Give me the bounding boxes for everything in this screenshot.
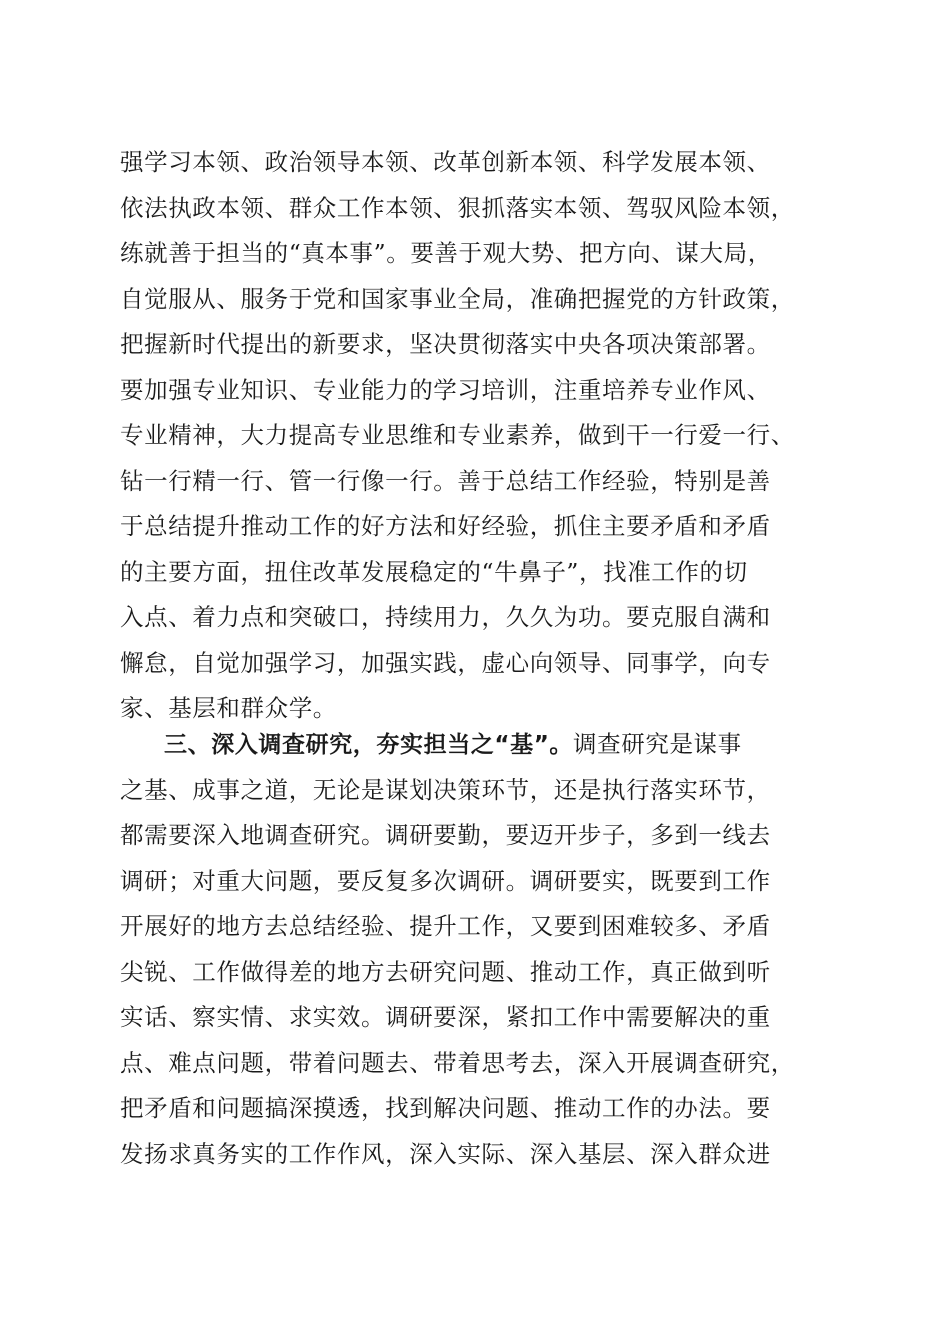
text-line: 练就善于担当的“真本事”。要善于观大势、把方向、谋大局， (120, 239, 772, 267)
text-line: 把矛盾和问题搞深摸透，找到解决问题、推动工作的办法。要 (120, 1094, 771, 1122)
text-line: 点、难点问题，带着问题去、带着思考去，深入开展调查研究， (120, 1048, 795, 1077)
section-heading-line (120, 722, 840, 768)
text-line: 自觉服从、服务于党和国家事业全局，准确把握党的方针政策， (120, 284, 795, 313)
text-line: 之基、成事之道，无论是谋划决策环节，还是执行落实环节， (120, 775, 771, 804)
text-line: 于总结提升推动工作的好方法和好经验，抓住主要矛盾和矛盾 (120, 512, 771, 540)
text-line: 调研；对重大问题，要反复多次调研。调研要实，既要到工作 (120, 866, 771, 895)
text-line: 懈怠，自觉加强学习，加强实践，虚心向领导、同事学，向专 (120, 648, 771, 677)
text-line: 都需要深入地调查研究。调研要勤，要迈开步子，多到一线去 (120, 821, 771, 849)
section-heading: 三、深入调查研究，夯实担当之“基”。 (164, 732, 574, 758)
text-line: 开展好的地方去总结经验、提升工作，又要到困难较多、矛盾 (120, 912, 771, 940)
text-line: 实话、察实情、求实效。调研要深，紧扣工作中需要解决的重 (120, 1003, 771, 1031)
text-line: 依法执政本领、群众工作本领、狠抓落实本领、驾驭风险本领， (120, 193, 795, 222)
text-line: 发扬求真务实的工作作风，深入实际、深入基层、深入群众进 (120, 1139, 771, 1168)
paragraph-section-three (120, 722, 840, 1177)
text-line: 家、基层和群众学。 (120, 694, 337, 722)
text-line: 要加强专业知识、专业能力的学习培训，注重培养专业作风、 (120, 375, 771, 404)
text-line: 的主要方面，扭住改革发展稳定的“牛鼻子”，找准工作的切 (120, 557, 748, 586)
text-line: 强学习本领、政治领导本领、改革创新本领、科学发展本领、 (120, 148, 771, 176)
text-span: 调查研究是谋事 (573, 730, 742, 758)
text-line: 把握新时代提出的新要求，坚决贯彻落实中央各项决策部署。 (120, 330, 771, 358)
text-line: 钻一行精一行、管一行像一行。善于总结工作经验，特别是善 (120, 466, 771, 495)
text-line: 入点、着力点和突破口，持续用力，久久为功。要克服自满和 (120, 603, 771, 631)
text-line: 专业精神，大力提高专业思维和专业素养，做到干一行爱一行、 (120, 421, 795, 449)
paragraph-continued (120, 140, 840, 732)
text-line: 尖锐、工作做得差的地方去研究问题、推动工作，真正做到听 (120, 957, 771, 986)
